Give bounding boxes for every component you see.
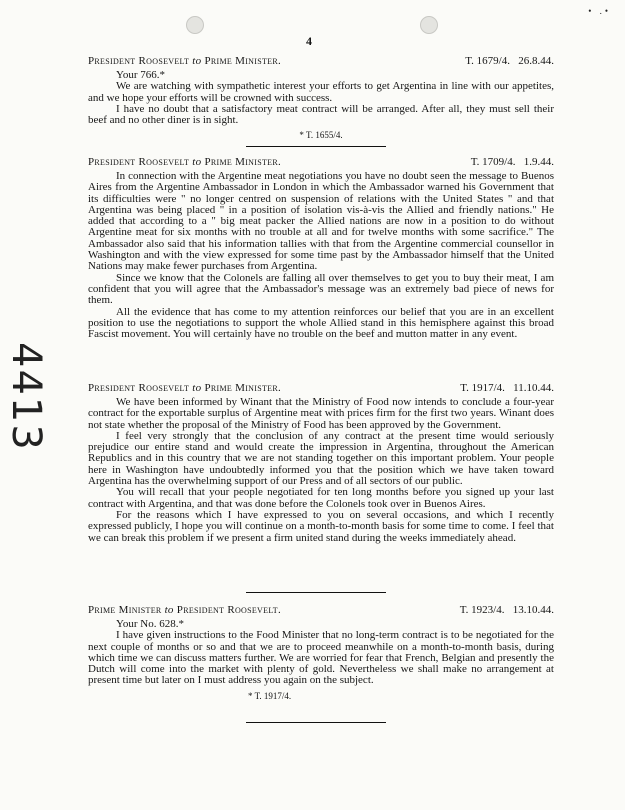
message-reference <box>465 55 554 68</box>
paragraph: I feel very strongly that the conclusion of any contract at the present time would seriously prejudice our entire stand and would create the impression in Argentina, throughout the American Republics and in this country that we are not standing together on this important problem. Your people here in Washington have undoubtedly informed you that the position which we have taken toward Argentina has the overwhelming support of our Press and of all sectors of our public. <box>88 429 554 488</box>
paragraph: You will recall that your people negotiated for ten long months before you signed up your last contract with Argentina, and that was done before the Colonels took over in Buenos Aires. <box>88 486 554 510</box>
message-heading <box>88 55 554 68</box>
handwritten-margin-note: 4413 <box>3 342 49 452</box>
message-body <box>88 619 554 687</box>
paragraph: For the reasons which I have expressed to you on several occasions, and which I recently expressed publicly, I hope you will continue on a month-to-month basis for some time to come. I feel that we can break this problem if we present a firm united stand during the weeks immediately ahead. <box>88 508 554 544</box>
recipient: President Roosevelt. <box>176 604 282 616</box>
to-word: to <box>164 604 174 616</box>
message-body <box>88 397 554 544</box>
message-reference <box>471 156 554 169</box>
telegram-number: T. 1709/4. <box>470 156 516 168</box>
sender: Prime Minister <box>88 604 162 616</box>
message-parties <box>88 156 281 169</box>
message-parties <box>88 55 281 68</box>
recipient: Prime Minister. <box>204 382 282 394</box>
message-parties <box>88 382 281 395</box>
to-word: to <box>192 156 202 168</box>
corner-mark: • .• <box>588 6 611 16</box>
message-heading <box>88 604 554 617</box>
sender: President Roosevelt <box>88 382 190 394</box>
punch-hole <box>420 16 438 34</box>
paragraph: Your 766.* <box>116 69 166 81</box>
footnote: * T. 1917/4. <box>248 690 292 701</box>
punch-hole <box>186 16 204 34</box>
message-reference <box>460 604 554 617</box>
message-parties <box>88 604 281 617</box>
recipient: Prime Minister. <box>204 156 282 168</box>
message-body <box>88 70 554 126</box>
message-date: 13.10.44. <box>512 604 554 616</box>
message-date: 11.10.44. <box>513 382 554 394</box>
section-divider <box>246 146 386 147</box>
message-heading <box>88 382 554 395</box>
footnote: * T. 1655/4. <box>299 130 343 141</box>
message-reference <box>460 382 554 395</box>
paragraph: Since we know that the Colonels are falling all over themselves to get you to buy their meat, I am confident that you will agree that the Ambassador's message was an extremely bad piece of news for them. <box>88 271 554 307</box>
paragraph: I have no doubt that a satisfactory meat contract will be arranged. After all, they must sell their beef and no other diner is in sight. <box>88 102 554 127</box>
section-divider <box>246 722 386 723</box>
paragraph: Your No. 628.* <box>116 618 184 630</box>
message-1 <box>88 55 554 140</box>
message-4 <box>88 604 554 701</box>
paragraph: We are watching with sympathetic interest your efforts to get Argentina in line with our appetites, and we hope your efforts will be crowned with success. <box>88 80 554 104</box>
paragraph: I have given instructions to the Food Minister that no long-term contract is to be negotiated for the next couple of months or so and that we are to proceed meanwhile on a month-to-month basis, during which time we can discuss matters further. We are worried for fear that French, Belgian and presently the Dutch will come into the market with plenty of gold. Nevertheless we shall make no arrangement at present time but later on I must address you again on the subject. <box>88 629 554 687</box>
paragraph: We have been informed by Winant that the Ministry of Food now intends to conclude a four-year contract for the exportable surplus of Argentine meat with prices firm for the first two years. Winant does not state whether the proposal of the Ministry of Food has been approved by the Government. <box>88 396 554 431</box>
page-number: 4 <box>306 34 312 48</box>
sender: President Roosevelt <box>88 156 190 168</box>
to-word: to <box>192 55 202 67</box>
to-word: to <box>192 382 202 394</box>
message-3 <box>88 382 554 544</box>
message-body <box>88 171 554 340</box>
section-divider <box>246 592 386 593</box>
message-date: 26.8.44. <box>518 55 554 67</box>
telegram-number: T. 1679/4. <box>465 55 510 67</box>
message-date: 1.9.44. <box>523 156 554 168</box>
recipient: Prime Minister. <box>204 55 282 67</box>
paragraph: In connection with the Argentine meat negotiations you have no doubt seen the message to Buenos Aires from the Argentine Ambassador in London in which the Ambassador warned his Government that its difficulties were " no longer centred on suspension of relations with the United States " and that Argentina was being placed " in a position of isolation vis-à-vis the Allied and friendly nations." He added that according to a " big meat packer the Allied nations are now in a position to do without Argentine meat for six months with no trouble at all and for twelve months with some sacrifice." The Ambassador also said that his information tallies with that from the Argentine commercial counsellor in Washington and with the view expressed for some time past by the Ambassador himself that the United Nations may make fewer purchases from Argentina. <box>88 170 554 273</box>
telegram-number: T. 1917/4. <box>460 382 505 394</box>
sender: President Roosevelt <box>88 55 190 67</box>
telegram-number: T. 1923/4. <box>459 604 505 616</box>
paragraph: All the evidence that has come to my attention reinforces our belief that you are in an excellent position to use the negotiations to support the whole Allied stand in this hemisphere against this broad Fascist movement. You will certainly have no trouble on the beef and mutton matter in any event. <box>88 305 554 341</box>
message-heading <box>88 156 554 169</box>
message-2 <box>88 156 554 340</box>
